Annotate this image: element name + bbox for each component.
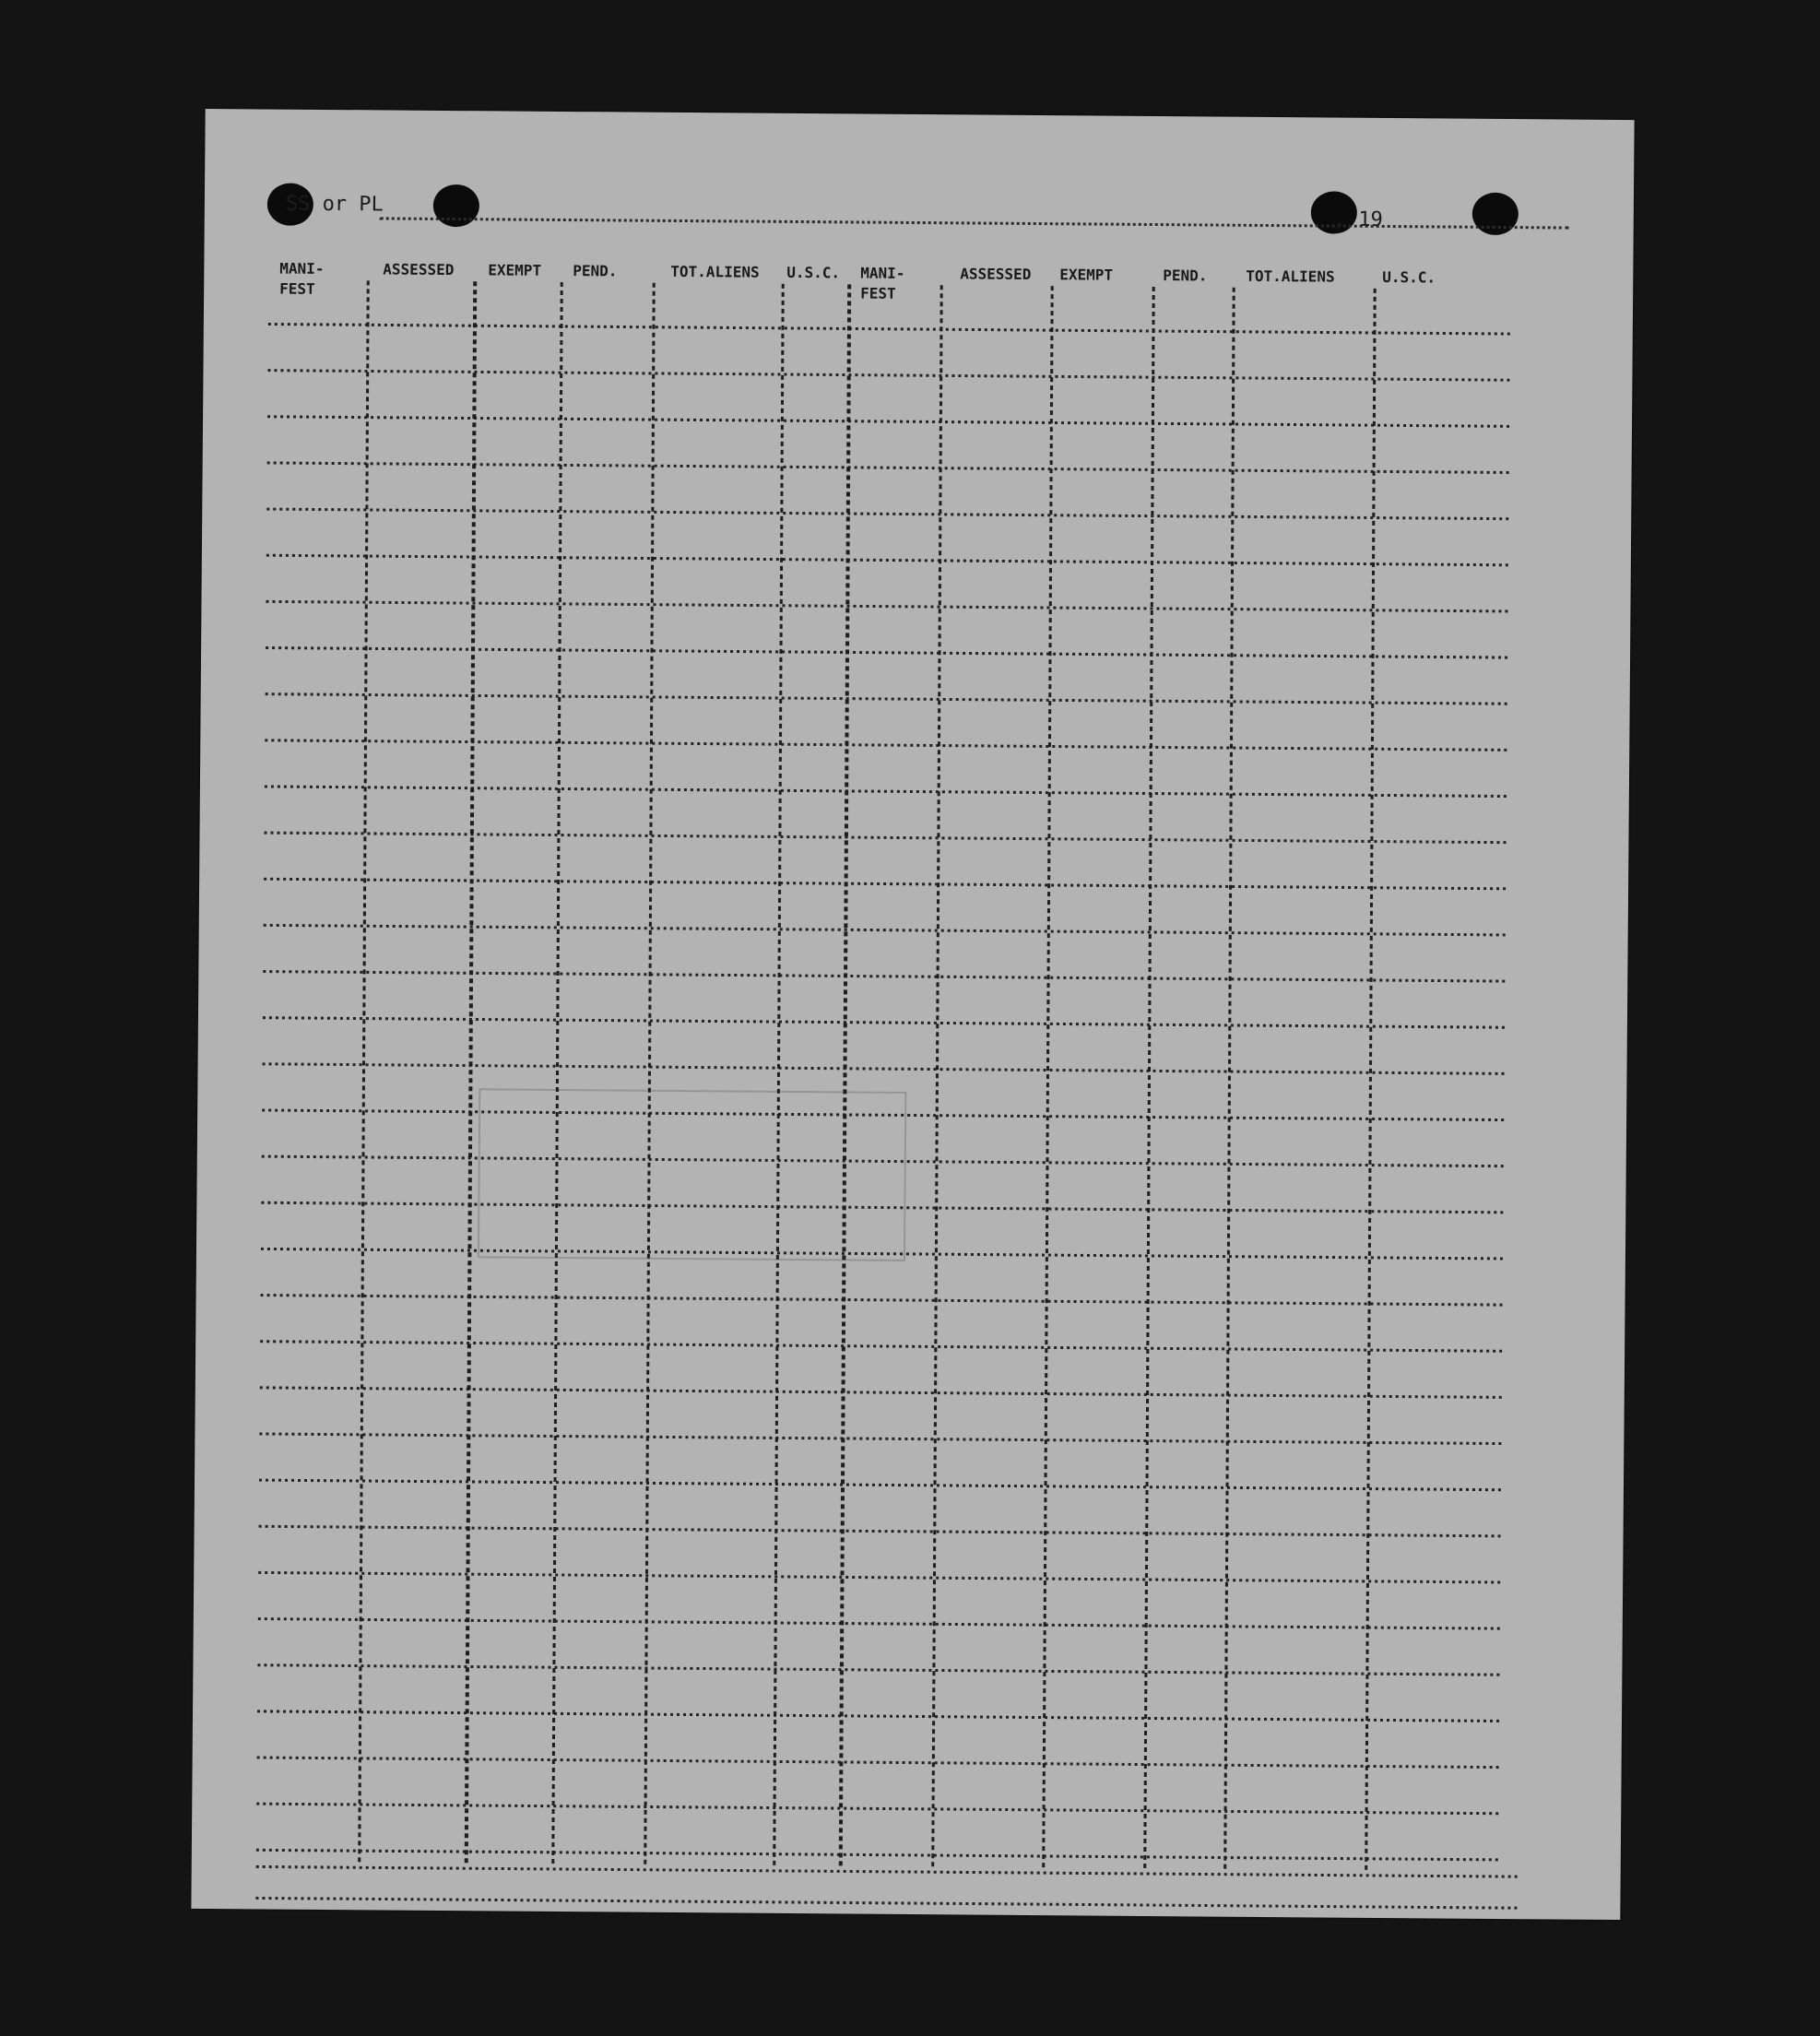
row-line [266, 694, 1510, 704]
column-line [1222, 288, 1237, 1869]
row-line [257, 1711, 1502, 1722]
column-line [771, 284, 786, 1865]
column-header: TOT.ALIENS [1246, 266, 1335, 286]
row-line [266, 648, 1510, 658]
row-line [259, 1526, 1504, 1536]
header-prefix: SS or PL [285, 192, 384, 217]
column-header: ASSESSED [960, 265, 1032, 283]
bottom-rule [255, 1898, 1519, 1908]
section-divider-line [837, 284, 853, 1865]
row-line [264, 925, 1508, 935]
column-line [1040, 286, 1056, 1867]
column-header: EXEMPT [1059, 266, 1114, 284]
column-header: EXEMPT [488, 261, 542, 279]
row-line [265, 740, 1509, 751]
row-line [268, 324, 1513, 334]
row-line [263, 972, 1507, 982]
row-line [260, 1342, 1505, 1352]
column-header: PEND. [1163, 266, 1208, 285]
column-header: TOT.ALIENS [670, 262, 760, 281]
column-line [550, 282, 565, 1864]
row-line [261, 1296, 1506, 1306]
row-line [265, 833, 1509, 843]
column-header: U.S.C. [1382, 267, 1436, 287]
section-divider-line [463, 281, 479, 1863]
column-header: ASSESSED [383, 260, 455, 279]
column-header: MANI- FEST [279, 259, 325, 298]
row-line [258, 1572, 1503, 1582]
row-line [260, 1388, 1505, 1398]
column-header: U.S.C. [786, 263, 841, 282]
row-line [267, 463, 1512, 473]
row-line [258, 1619, 1503, 1629]
row-line [263, 1064, 1507, 1074]
header-year: , 19 [1333, 207, 1383, 231]
row-line [266, 601, 1510, 611]
row-line [262, 1156, 1507, 1166]
form-sheet [191, 109, 1634, 1920]
row-line [256, 1804, 1501, 1814]
bottom-rule [256, 1866, 1519, 1876]
row-line [267, 417, 1512, 427]
row-line [264, 879, 1508, 889]
row-line [265, 787, 1509, 797]
column-line [642, 283, 657, 1864]
row-line [256, 1850, 1501, 1860]
row-line [266, 509, 1511, 519]
row-line [261, 1249, 1506, 1259]
row-line [263, 1018, 1507, 1028]
column-header: MANI- FEST [860, 264, 905, 302]
row-line [257, 1665, 1502, 1675]
row-line [259, 1434, 1504, 1444]
row-line [266, 555, 1511, 565]
row-line [261, 1202, 1506, 1213]
row-line [267, 371, 1512, 381]
column-header: PEND. [573, 262, 618, 280]
row-line [257, 1758, 1502, 1768]
form-grid [191, 109, 1634, 1920]
column-line [1141, 287, 1157, 1868]
column-line [929, 285, 945, 1866]
column-line [1363, 289, 1378, 1870]
row-line [262, 1110, 1507, 1120]
row-line [259, 1480, 1504, 1490]
column-line [356, 280, 372, 1862]
